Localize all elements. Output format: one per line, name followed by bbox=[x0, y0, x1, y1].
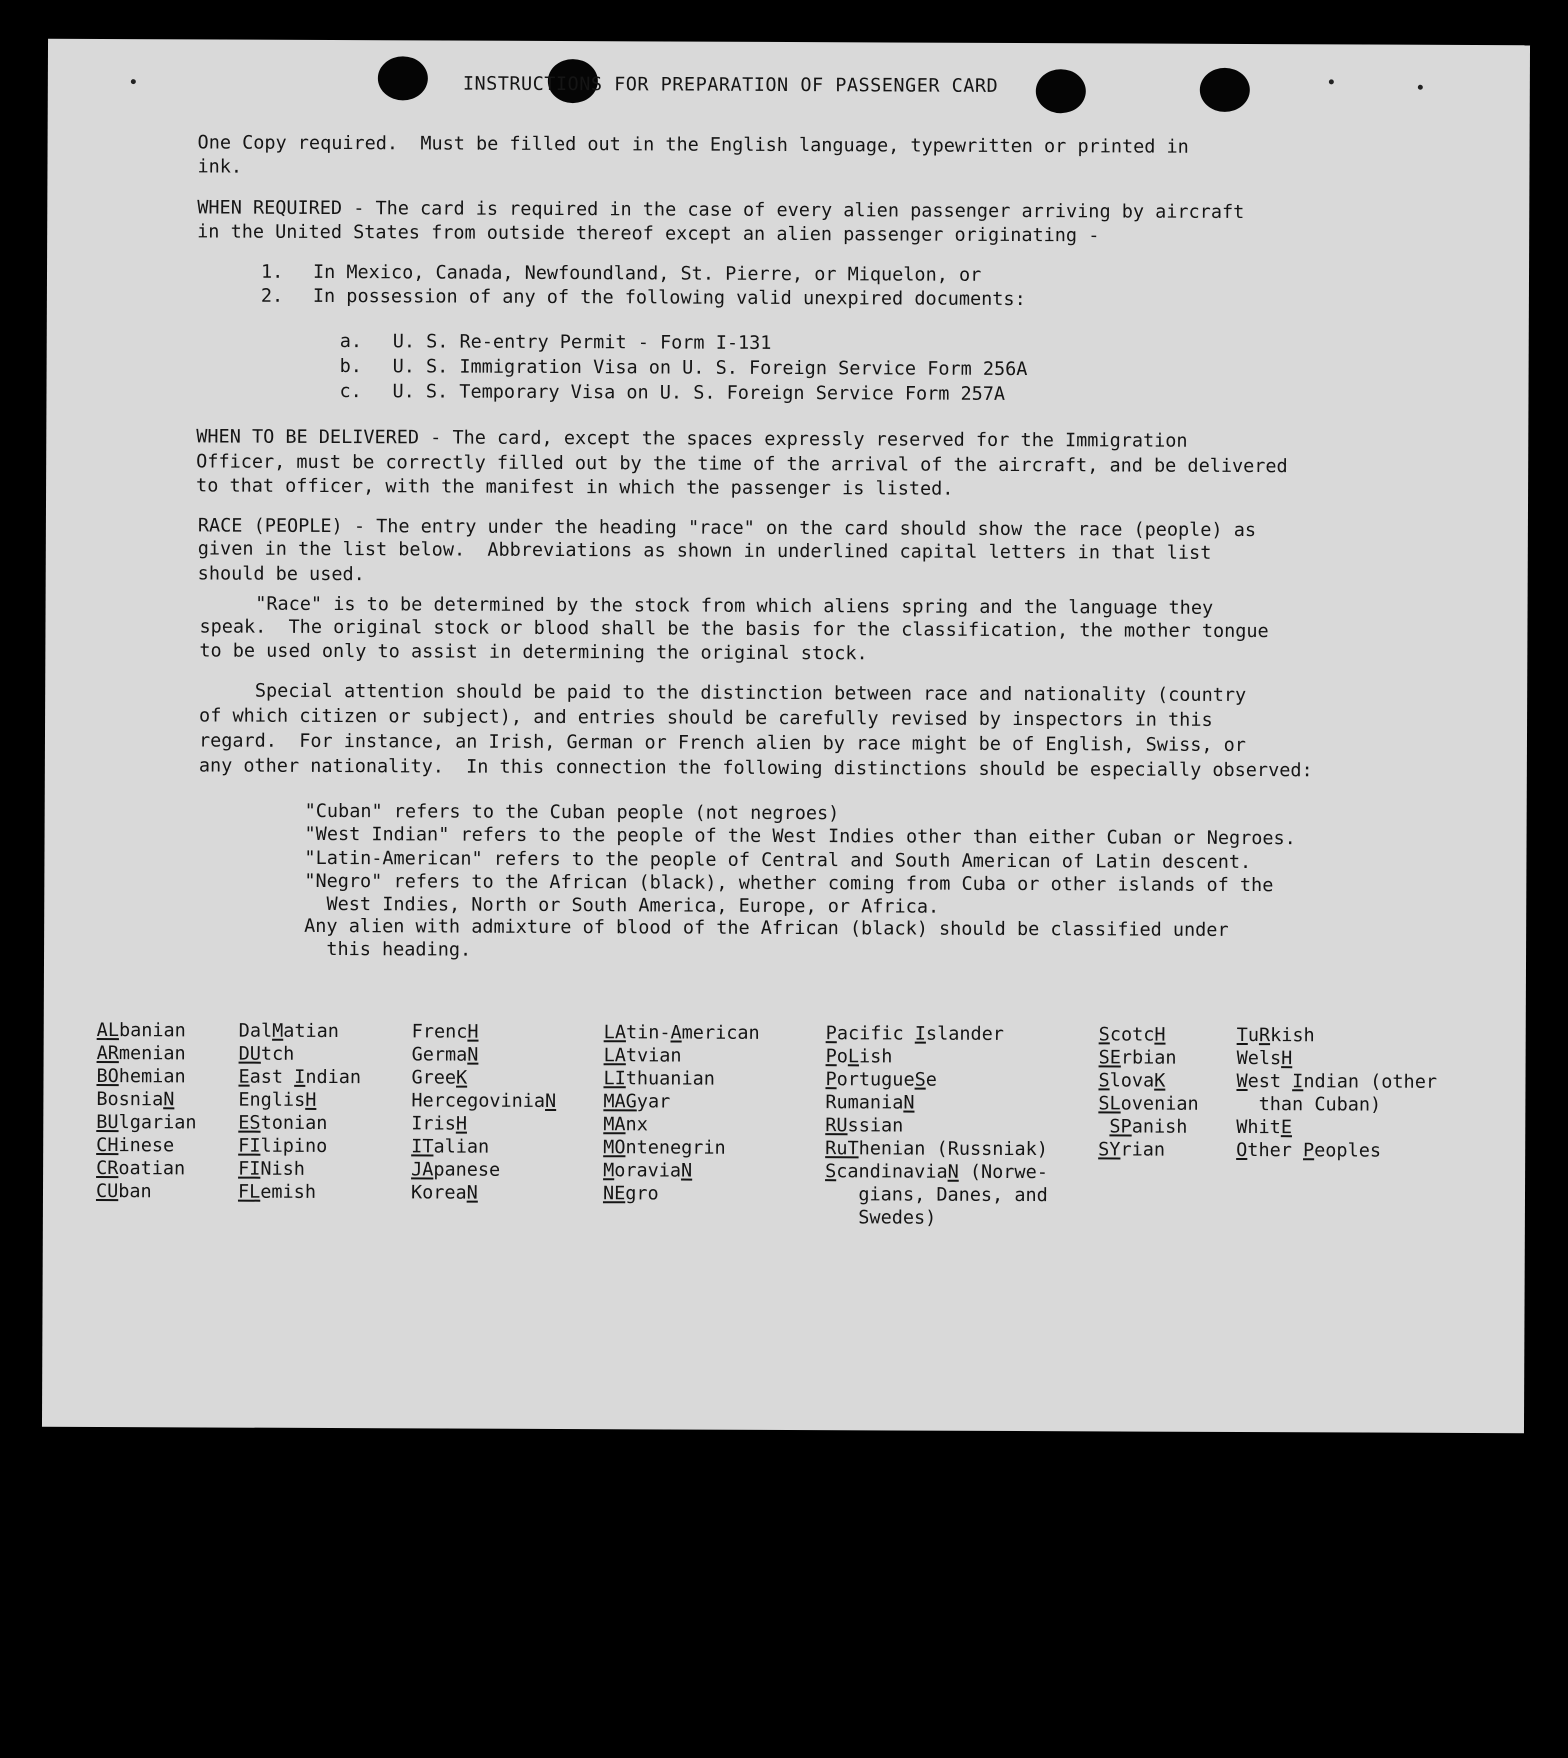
race-people-line: RACE (PEOPLE) - The entry under the heading "race" on the card should show the race (people) as bbox=[197, 515, 1257, 542]
race-abbrev: N bbox=[947, 1161, 959, 1183]
race-abbrev: N bbox=[163, 1089, 175, 1111]
race-abbrev: M bbox=[272, 1020, 284, 1042]
race-abbrev: SE bbox=[1098, 1047, 1121, 1069]
race-item: RUssian bbox=[825, 1115, 904, 1137]
intro-line: ink. bbox=[197, 156, 243, 178]
race-abbrev: SP bbox=[1109, 1116, 1132, 1138]
race-abbrev: H bbox=[455, 1113, 468, 1135]
race-abbrev: E bbox=[238, 1066, 250, 1088]
race-item: DalMatian bbox=[238, 1020, 340, 1043]
race-abbrev: N bbox=[681, 1160, 693, 1182]
race-abbrev: O bbox=[1236, 1139, 1248, 1162]
when-required-line: in the United States from outside thereof except an alien passenger originating - bbox=[197, 221, 1100, 247]
race-abbrev: K bbox=[456, 1067, 468, 1089]
distinction-line: Any alien with admixture of blood of the African (black) should be classified under bbox=[304, 915, 1229, 941]
speck bbox=[131, 79, 136, 84]
race-abbrev: MAG bbox=[603, 1091, 637, 1113]
special-attention-line: regard. For instance, an Irish, German or French alien by race might be of English, Swiss, or bbox=[198, 730, 1246, 757]
race-item: WhitE bbox=[1236, 1116, 1293, 1139]
race-item: gians, Danes, and bbox=[824, 1184, 1048, 1207]
race-abbrev: P bbox=[1302, 1140, 1315, 1162]
race-item: ScotcH bbox=[1098, 1024, 1166, 1046]
race-item: FrencH bbox=[411, 1021, 479, 1043]
race-definition-line: speak. The original stock or blood shall be the basis for the classification, the mother tongue bbox=[199, 616, 1269, 643]
race-item: EnglisH bbox=[238, 1089, 317, 1111]
race-column bbox=[1098, 1023, 1199, 1161]
lettered-item: U. S. Temporary Visa on U. S. Foreign Service Form 257A bbox=[392, 381, 1006, 405]
page-title: INSTRUCTIONS FOR PREPARATION OF PASSENGER CARD bbox=[462, 73, 999, 97]
race-item: FINish bbox=[238, 1158, 305, 1180]
race-item: RuThenian (Russniak) bbox=[825, 1138, 1049, 1161]
when-delivered-line: WHEN TO BE DELIVERED - The card, except the spaces expressly reserved for the Immigration bbox=[196, 426, 1188, 452]
speck bbox=[1329, 79, 1334, 84]
race-column bbox=[825, 1022, 1049, 1230]
race-item: ScandinaviaN (Norwe- bbox=[825, 1161, 1048, 1184]
race-item: LAtvian bbox=[603, 1045, 682, 1067]
race-abbrev: H bbox=[1281, 1048, 1293, 1070]
race-abbrev: AL bbox=[96, 1019, 120, 1042]
race-abbrev: M bbox=[603, 1160, 615, 1182]
race-abbrev: I bbox=[1292, 1071, 1304, 1093]
special-attention-line: any other nationality. In this connection the following distinctions should be especially observed: bbox=[198, 755, 1313, 782]
race-abbrev: H bbox=[305, 1089, 317, 1111]
race-item: SPanish bbox=[1109, 1116, 1188, 1138]
lettered-item: U. S. Re-entry Permit - Form I-131 bbox=[392, 331, 772, 354]
race-item: SlovaK bbox=[1098, 1070, 1166, 1092]
numbered-index: 1. bbox=[260, 261, 284, 283]
intro-line: One Copy required. Must be filled out in the English language, typewritten or printed in bbox=[197, 132, 1189, 158]
race-item: PortugueSe bbox=[825, 1069, 937, 1091]
race-item: Swedes) bbox=[824, 1207, 937, 1229]
race-abbrev: LA bbox=[603, 1022, 627, 1044]
distinction-line: this heading. bbox=[304, 938, 472, 961]
race-item: NEgro bbox=[602, 1183, 659, 1205]
race-abbrev: AR bbox=[96, 1042, 119, 1065]
race-item: than Cuban) bbox=[1236, 1093, 1382, 1116]
race-item: FIlipino bbox=[238, 1135, 328, 1158]
punch-hole bbox=[378, 56, 428, 100]
race-item: MAGyar bbox=[603, 1091, 671, 1113]
distinction-line: West Indies, North or South America, Europe, or Africa. bbox=[304, 893, 940, 918]
speck bbox=[1418, 85, 1423, 90]
race-column bbox=[411, 1020, 557, 1205]
race-item: RumaniaN bbox=[825, 1092, 915, 1114]
race-abbrev: NE bbox=[602, 1183, 626, 1205]
race-item: MAnx bbox=[603, 1114, 648, 1136]
race-abbrev: LI bbox=[603, 1068, 626, 1090]
special-attention-line: of which citizen or subject), and entries should be carefully revised by inspectors in this bbox=[199, 705, 1213, 731]
distinction-line: "West Indian" refers to the people of the West Indies other than either Cuban or Negroes. bbox=[304, 823, 1296, 850]
race-item: HercegoviniaN bbox=[411, 1090, 557, 1113]
race-abbrev: I bbox=[914, 1023, 926, 1045]
distinction-line: "Negro" refers to the African (black), whether coming from Cuba or other islands of the bbox=[304, 870, 1274, 897]
race-abbrev: T bbox=[1236, 1024, 1248, 1047]
race-column bbox=[603, 1021, 760, 1206]
race-item: LIthuanian bbox=[603, 1068, 715, 1090]
lettered-index: a. bbox=[339, 331, 363, 353]
race-item: JApanese bbox=[411, 1159, 501, 1181]
race-abbrev: RU bbox=[825, 1115, 848, 1137]
race-abbrev: S bbox=[914, 1069, 926, 1091]
race-abbrev: A bbox=[670, 1022, 682, 1044]
document-page bbox=[42, 39, 1530, 1433]
race-item: GermaN bbox=[411, 1044, 479, 1066]
race-abbrev: DU bbox=[238, 1043, 261, 1065]
race-abbrev: CR bbox=[96, 1157, 119, 1180]
numbered-item: In Mexico, Canada, Newfoundland, St. Pierre, or Miquelon, or bbox=[312, 261, 982, 286]
race-abbrev: H bbox=[1154, 1024, 1166, 1046]
race-item: SErbian bbox=[1098, 1047, 1177, 1069]
race-abbrev: K bbox=[1154, 1070, 1166, 1092]
race-item: GreeK bbox=[411, 1067, 468, 1089]
race-definition-line: "Race" is to be determined by the stock from which aliens spring and the language they bbox=[199, 593, 1214, 619]
race-item: WelsH bbox=[1236, 1047, 1293, 1070]
race-abbrev: S bbox=[825, 1161, 837, 1183]
race-item: IrisH bbox=[411, 1113, 468, 1135]
race-item: SYrian bbox=[1098, 1139, 1166, 1161]
race-item: ARmenian bbox=[96, 1042, 186, 1065]
distinction-line: "Latin-American" refers to the people of Central and South American of Latin descent. bbox=[304, 847, 1252, 874]
race-abbrev: S bbox=[1098, 1024, 1110, 1046]
race-item: MoraviaN bbox=[603, 1160, 693, 1182]
race-item: BOhemian bbox=[96, 1065, 186, 1088]
race-column bbox=[238, 1020, 361, 1205]
race-abbrev: W bbox=[1236, 1070, 1248, 1093]
race-abbrev: SL bbox=[1098, 1093, 1121, 1115]
race-item: EStonian bbox=[238, 1112, 328, 1135]
race-abbrev: S bbox=[1098, 1070, 1110, 1092]
race-item: BUlgarian bbox=[96, 1111, 197, 1134]
race-item: CRoatian bbox=[96, 1157, 186, 1180]
race-item: West Indian (other bbox=[1236, 1070, 1438, 1093]
race-item: ITalian bbox=[411, 1136, 490, 1158]
race-abbrev: FL bbox=[237, 1181, 261, 1203]
race-abbrev: H bbox=[467, 1021, 479, 1043]
when-delivered-line: to that officer, with the manifest in which the passenger is listed. bbox=[196, 475, 954, 500]
race-abbrev: N bbox=[467, 1044, 479, 1066]
race-item: BosniaN bbox=[96, 1088, 175, 1111]
race-abbrev: MO bbox=[603, 1137, 626, 1159]
race-column bbox=[96, 1019, 197, 1203]
race-abbrev: N bbox=[466, 1182, 478, 1204]
race-abbrev: I bbox=[294, 1066, 306, 1088]
race-abbrev: ES bbox=[238, 1112, 261, 1134]
race-abbrev: MA bbox=[603, 1114, 626, 1136]
race-abbrev: BO bbox=[96, 1065, 119, 1088]
race-item: Pacific Islander bbox=[825, 1023, 1004, 1045]
race-item: KoreaN bbox=[410, 1182, 478, 1204]
race-item: PoLish bbox=[825, 1046, 893, 1068]
race-item: LAtin-American bbox=[603, 1022, 760, 1044]
race-abbrev: N bbox=[903, 1092, 915, 1114]
race-abbrev: FI bbox=[238, 1135, 261, 1157]
race-item: FLemish bbox=[237, 1181, 317, 1203]
race-abbrev: P bbox=[825, 1023, 837, 1045]
when-delivered-line: Officer, must be correctly filled out by the time of the arrival of the aircraft, and be delivered bbox=[196, 451, 1288, 478]
race-abbrev: P bbox=[825, 1069, 837, 1091]
race-people-line: should be used. bbox=[197, 563, 365, 586]
race-item: ALbanian bbox=[96, 1019, 186, 1042]
lettered-item: U. S. Immigration Visa on U. S. Foreign Service Form 256A bbox=[392, 356, 1028, 381]
race-abbrev: FI bbox=[238, 1158, 261, 1180]
race-column bbox=[1236, 1024, 1437, 1163]
race-abbrev: SY bbox=[1098, 1139, 1121, 1161]
race-item: DUtch bbox=[238, 1043, 295, 1065]
race-people-line: given in the list below. Abbreviations as shown in underlined capital letters in that list bbox=[197, 538, 1212, 564]
race-item: SLovenian bbox=[1098, 1093, 1199, 1115]
race-item: East Indian bbox=[238, 1066, 362, 1089]
lettered-index: b. bbox=[339, 356, 362, 378]
numbered-item: In possession of any of the following valid unexpired documents: bbox=[312, 285, 1026, 311]
race-definition-line: to be used only to assist in determining the original stock. bbox=[199, 640, 868, 665]
race-abbrev: N bbox=[545, 1090, 557, 1113]
when-required-line: WHEN REQUIRED - The card is required in the case of every alien passenger arriving by aircraft bbox=[197, 197, 1245, 223]
race-abbrev: IT bbox=[411, 1136, 434, 1158]
race-abbrev: P bbox=[825, 1046, 837, 1068]
race-item: Other Peoples bbox=[1236, 1139, 1382, 1162]
race-abbrev: CU bbox=[95, 1180, 119, 1203]
race-abbrev: JA bbox=[411, 1159, 434, 1181]
lettered-index: c. bbox=[339, 381, 362, 403]
race-abbrev: RuT bbox=[825, 1138, 859, 1160]
punch-hole bbox=[1036, 69, 1086, 113]
punch-hole bbox=[1200, 68, 1250, 112]
race-item: CUban bbox=[95, 1180, 152, 1203]
race-abbrev: LA bbox=[603, 1045, 626, 1067]
numbered-index: 2. bbox=[260, 285, 284, 307]
race-abbrev: BU bbox=[96, 1111, 119, 1134]
race-abbrev: L bbox=[847, 1046, 860, 1068]
race-item: CHinese bbox=[96, 1134, 175, 1157]
distinction-line: "Cuban" refers to the Cuban people (not negroes) bbox=[304, 800, 840, 825]
race-abbrev: CH bbox=[96, 1134, 119, 1157]
race-abbrev: R bbox=[1258, 1025, 1271, 1047]
race-item: TuRkish bbox=[1236, 1024, 1315, 1047]
race-abbrev: E bbox=[1280, 1117, 1293, 1139]
race-item: MOntenegrin bbox=[603, 1137, 726, 1159]
special-attention-line: Special attention should be paid to the distinction between race and nationality (country bbox=[199, 680, 1247, 707]
